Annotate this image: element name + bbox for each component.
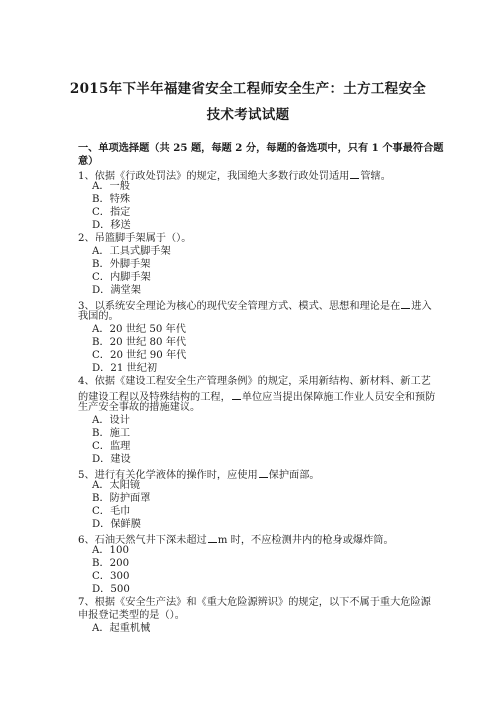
- question-7-continuation: 申报登记类型的是（）。: [78, 610, 185, 621]
- document-title-line-1: 2015年下半年福建省安全工程师安全生产：土方工程安全: [69, 81, 427, 97]
- section-heading-line-2: 意）: [78, 155, 99, 167]
- question-6-option-a: A．100: [92, 545, 129, 556]
- question-6-option-b: B．200: [92, 558, 130, 569]
- answer-blank: [401, 298, 410, 309]
- question-7-option-a: A．起重机械: [92, 623, 151, 634]
- question-6-option-c: C．300: [92, 571, 130, 582]
- question-2-option-c: C．内脚手架: [92, 272, 151, 283]
- question-5-text-post: 保护面部。: [268, 470, 320, 481]
- question-7: 7、根据《安全生产法》和《重大危险源辨识》的规定，以下不属于重大危险源: [78, 597, 431, 608]
- question-1-option-b: B．特殊: [92, 194, 131, 205]
- question-3-text-post: 进入: [411, 301, 432, 312]
- question-5-option-c: C．毛巾: [92, 506, 131, 517]
- question-3-option-d: D．21 世纪初: [92, 363, 158, 374]
- question-3-option-c: C．20 世纪 90 年代: [92, 350, 187, 361]
- question-4: 4、依据《建设工程安全生产管理条例》的规定，采用新结构、新材料、新工艺: [78, 376, 431, 387]
- question-2: 2、吊篮脚手架属于（）。: [78, 233, 192, 244]
- question-3-continuation: 我国的。: [78, 311, 119, 322]
- question-4-option-c: C．监理: [92, 441, 131, 452]
- question-4-text-post: 单位应当提出保障施工作业人员安全和预防: [241, 392, 436, 403]
- question-5-text-pre: 5、进行有关化学液体的操作时，应使用: [78, 470, 258, 481]
- section-heading-line-1: 一、单项选择题（共 25 题，每题 2 分，每题的备选项中，只有 1 个事最符合题: [78, 142, 444, 154]
- question-3-option-b: B．20 世纪 80 年代: [92, 337, 187, 348]
- document-title-line-2: 技术考试试题: [206, 107, 290, 123]
- question-6-option-d: D．500: [92, 584, 130, 595]
- question-4-option-d: D．建设: [92, 454, 131, 465]
- question-2-option-d: D．满堂架: [92, 285, 141, 296]
- question-4-option-b: B．施工: [92, 428, 131, 439]
- question-2-option-a: A．工具式脚手架: [92, 246, 171, 257]
- question-6-text-pre: 6、石油天然气井下深未超过: [78, 535, 207, 546]
- question-3-option-a: A．20 世纪 50 年代: [92, 324, 186, 335]
- question-5-option-a: A．太阳镜: [92, 480, 141, 491]
- question-1-option-d: D．移送: [92, 220, 131, 231]
- question-4-text-pre: 的建设工程以及特殊结构的工程，: [78, 392, 231, 403]
- answer-blank: [259, 467, 268, 478]
- question-5-option-d: D．保鲜膜: [92, 519, 141, 530]
- question-5-option-b: B．防护面罩: [92, 493, 151, 504]
- answer-blank: [208, 532, 217, 543]
- question-3-text-pre: 3、以系统安全理论为核心的现代安全管理方式、模式、思想和理论是在: [78, 301, 401, 312]
- question-4-continuation-2: 生产安全事故的措施建议。: [78, 402, 201, 413]
- question-1-text-post: 管辖。: [360, 171, 391, 182]
- question-1-option-a: A．一般: [92, 181, 130, 192]
- answer-blank: [232, 389, 241, 400]
- question-2-option-b: B．外脚手架: [92, 259, 151, 270]
- answer-blank: [350, 168, 359, 179]
- question-3: [78, 298, 432, 313]
- question-4-option-a: A．设计: [92, 415, 130, 426]
- question-6-text-post: m 时，不应检测井内的枪身或爆炸筒。: [217, 535, 394, 546]
- question-1-text-pre: 1、依据《行政处罚法》的规定，我国绝大多数行政处罚适用: [78, 171, 350, 182]
- question-1-option-c: C．指定: [92, 207, 131, 218]
